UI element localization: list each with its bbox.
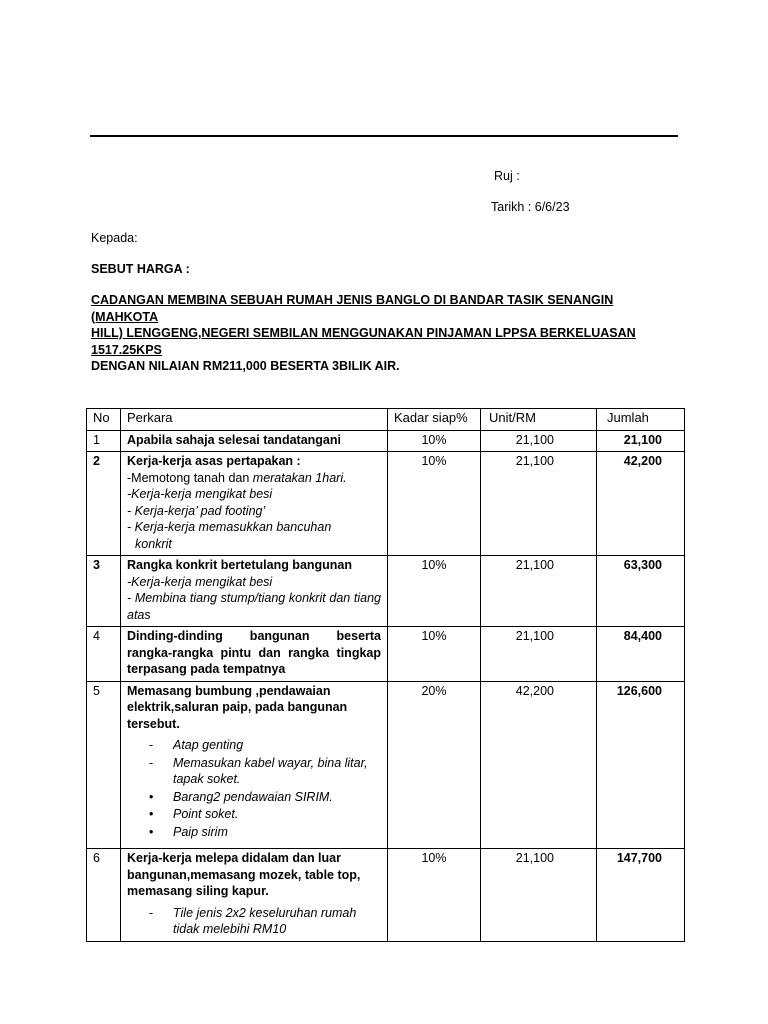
table-row — [87, 556, 685, 627]
row-jumlah: 42,200 — [597, 452, 685, 556]
list-item — [127, 737, 381, 754]
row-no: 3 — [87, 556, 121, 627]
row-jumlah: 63,300 — [597, 556, 685, 627]
row-detail: konkrit — [135, 536, 172, 551]
table-row — [87, 430, 685, 452]
list-item-text: Atap genting — [173, 738, 244, 752]
col-header-kadar: Kadar siap% — [388, 409, 481, 431]
row-no: 5 — [87, 681, 121, 849]
row-detail: -Kerja-kerja mengikat besi — [127, 574, 273, 589]
row-perkara: Kerja-kerja asas pertapakan : — [127, 454, 301, 468]
row-unit: 21,100 — [481, 627, 597, 682]
row-no: 6 — [87, 849, 121, 942]
dash-marker: - — [149, 738, 154, 752]
dash-marker: - — [149, 905, 154, 920]
list-item-text: Memasukan kabel wayar, bina litar, tapak soket. — [173, 755, 368, 786]
row-perkara-cell — [121, 452, 388, 556]
row-kadar: 10% — [388, 849, 481, 942]
table-row — [87, 849, 685, 942]
row-jumlah: 147,700 — [597, 849, 685, 942]
row-detail: - Kerja-kerja’ pad footing’ — [127, 503, 266, 518]
row-jumlah: 21,100 — [597, 430, 685, 452]
table-row — [87, 452, 685, 556]
row-detail-text: -Memotong tanah dan — [127, 470, 253, 485]
recipient-label: Kepada: — [91, 231, 138, 245]
row-detail: - Membina tiang stump/tiang konkrit dan tiang atas — [127, 591, 381, 622]
bullet-marker: • — [149, 789, 154, 804]
row-perkara-cell — [121, 849, 388, 942]
list-item — [127, 789, 381, 806]
row-perkara-cell — [121, 681, 388, 849]
row-no: 2 — [87, 452, 121, 556]
list-item-text: Tile jenis 2x2 keseluruhan rumah tidak melebihi RM10 — [173, 905, 357, 936]
title-line-1: CADANGAN MEMBINA SEBUAH RUMAH JENIS BANGLO DI BANDAR TASIK SENANGIN (MAHKOTA — [91, 293, 614, 324]
col-header-jumlah: Jumlah — [597, 409, 685, 431]
list-item — [127, 755, 381, 788]
col-header-no: No — [87, 409, 121, 431]
list-item-text: Paip sirim — [173, 824, 228, 839]
row-kadar: 10% — [388, 452, 481, 556]
row-detail: -Kerja-kerja mengikat besi — [127, 487, 273, 501]
list-item — [127, 806, 381, 823]
row-perkara: Kerja-kerja melepa didalam dan luar bangunan,memasang mozek, table top, memasang siling kapur. — [127, 851, 361, 898]
row-jumlah: 126,600 — [597, 681, 685, 849]
reference-label: Ruj : — [494, 169, 520, 183]
row-unit: 21,100 — [481, 430, 597, 452]
table-header-row — [87, 409, 685, 431]
row-detail-text: meratakan 1hari. — [252, 470, 347, 485]
title-line-3: DENGAN NILAIAN RM211,000 BESERTA 3BILIK AIR. — [91, 359, 400, 373]
quotation-heading: SEBUT HARGA : — [91, 262, 190, 276]
list-item-text: Barang2 pendawaian SIRIM. — [173, 789, 333, 804]
list-item — [127, 824, 381, 841]
row-no: 1 — [87, 430, 121, 452]
row-unit: 21,100 — [481, 452, 597, 556]
row-no: 4 — [87, 627, 121, 682]
row-detail: - Kerja-kerja memasukkan bancuhan — [127, 520, 332, 534]
top-rule — [90, 135, 678, 137]
row-kadar: 10% — [388, 430, 481, 452]
row-unit: 21,100 — [481, 849, 597, 942]
row-perkara-cell — [121, 556, 388, 627]
row-perkara: Rangka konkrit bertetulang bangunan — [127, 558, 353, 572]
dash-marker: - — [149, 755, 154, 770]
row-jumlah: 84,400 — [597, 627, 685, 682]
bullet-marker: • — [149, 807, 154, 821]
row-perkara: Apabila sahaja selesai tandatangani — [121, 430, 388, 452]
col-header-perkara: Perkara — [121, 409, 388, 431]
title-line-2: HILL) LENGGENG,NEGERI SEMBILAN MENGGUNAKAN PINJAMAN LPPSA BERKELUASAN 1517.25KPS — [91, 326, 636, 357]
bullet-marker: • — [149, 824, 154, 839]
row-unit: 21,100 — [481, 556, 597, 627]
row-perkara: Memasang bumbung ,pendawaian elektrik,saluran paip, pada bangunan tersebut. — [127, 683, 348, 731]
row-detail — [127, 470, 381, 487]
table-row — [87, 627, 685, 682]
row-unit: 42,200 — [481, 681, 597, 849]
table-row — [87, 681, 685, 849]
list-item-text: Point soket. — [173, 807, 239, 821]
list-item — [127, 905, 381, 938]
row-kadar: 10% — [388, 627, 481, 682]
row-kadar: 20% — [388, 681, 481, 849]
row-kadar: 10% — [388, 556, 481, 627]
row-perkara: Dinding-dinding bangunan beserta rangka-rangka pintu dan rangka tingkap terpasang pada tempatnya — [121, 627, 388, 682]
quotation-table — [86, 408, 685, 942]
date-label: Tarikh : 6/6/23 — [491, 200, 570, 214]
col-header-unit: Unit/RM — [481, 409, 597, 431]
project-title — [91, 292, 681, 375]
